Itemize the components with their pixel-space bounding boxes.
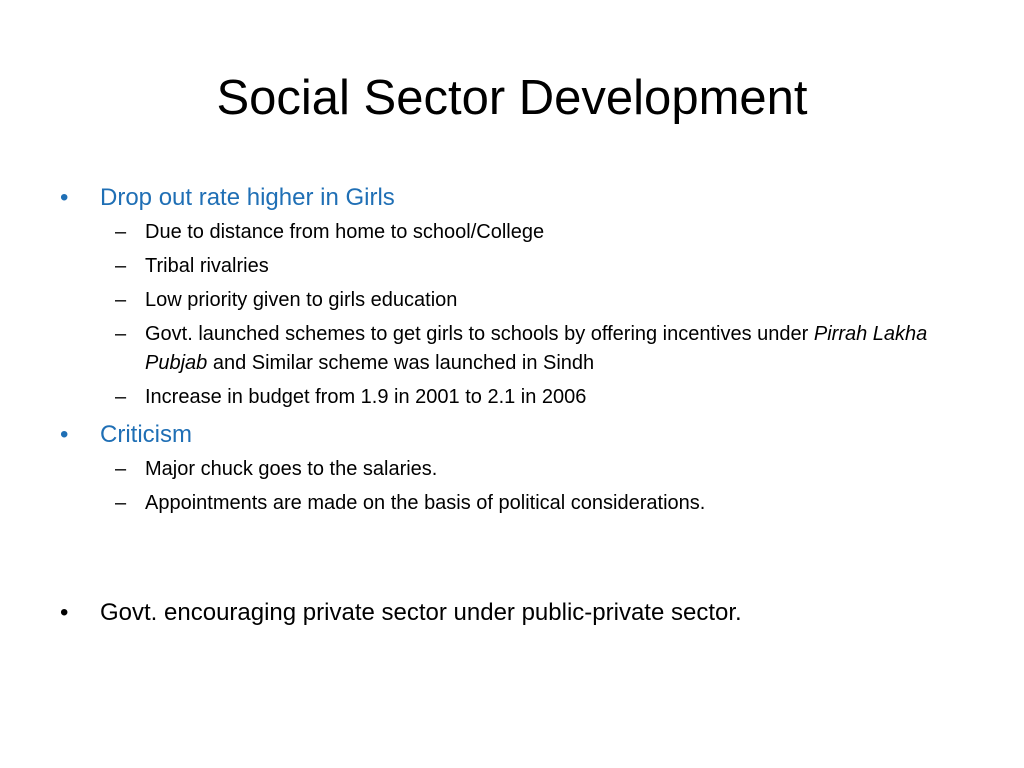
sub-bullet-text: Appointments are made on the basis of political considerations. [145,492,706,514]
bullet-icon: • [60,421,69,448]
sub-bullet-tribal [60,252,980,281]
sub-bullet-text: Major chuck goes to the salaries. [145,458,438,480]
bullet-icon: • [60,599,69,626]
bullet-text: Drop out rate higher in Girls [100,184,395,211]
sub-bullet-appointments [60,489,980,518]
sub-bullet-distance [60,218,980,247]
dash-icon: – [115,323,127,345]
sub-bullet-text: Increase in budget from 1.9 in 2001 to 2.1 in 2006 [145,386,587,408]
bullet-private-sector [60,595,980,631]
bullet-criticism [60,417,980,453]
slide-title: Social Sector Development [216,71,808,125]
dash-icon: – [115,386,127,408]
sub-bullet-text: Tribal rivalries [145,255,269,277]
sub-bullet-text-after: and Similar scheme was launched in Sindh [207,352,595,374]
bullet-drop-out-rate [60,180,980,216]
spacer [60,523,980,593]
sub-bullet-budget [60,383,980,412]
dash-icon: – [115,255,127,277]
dash-icon: – [115,221,127,243]
bullet-text: Criticism [100,421,192,448]
sub-bullet-low-priority [60,286,980,315]
bullet-text: Govt. encouraging private sector under public-private sector. [100,599,742,626]
scheme-name: Pirrah Lakha Pubjab [145,323,928,374]
dash-icon: – [115,289,127,311]
slide-content [60,180,980,631]
sub-bullet-text: Due to distance from home to school/College [145,221,545,243]
bullet-icon: • [60,184,69,211]
sub-bullet-salaries [60,455,980,484]
dash-icon: – [115,458,127,480]
dash-icon: – [115,492,127,514]
sub-bullet-text: Low priority given to girls education [145,289,458,311]
sub-bullet-text-before: Govt. launched schemes to get girls to schools by offering incentives under [145,323,814,345]
sub-bullet-govt-schemes [60,320,980,378]
